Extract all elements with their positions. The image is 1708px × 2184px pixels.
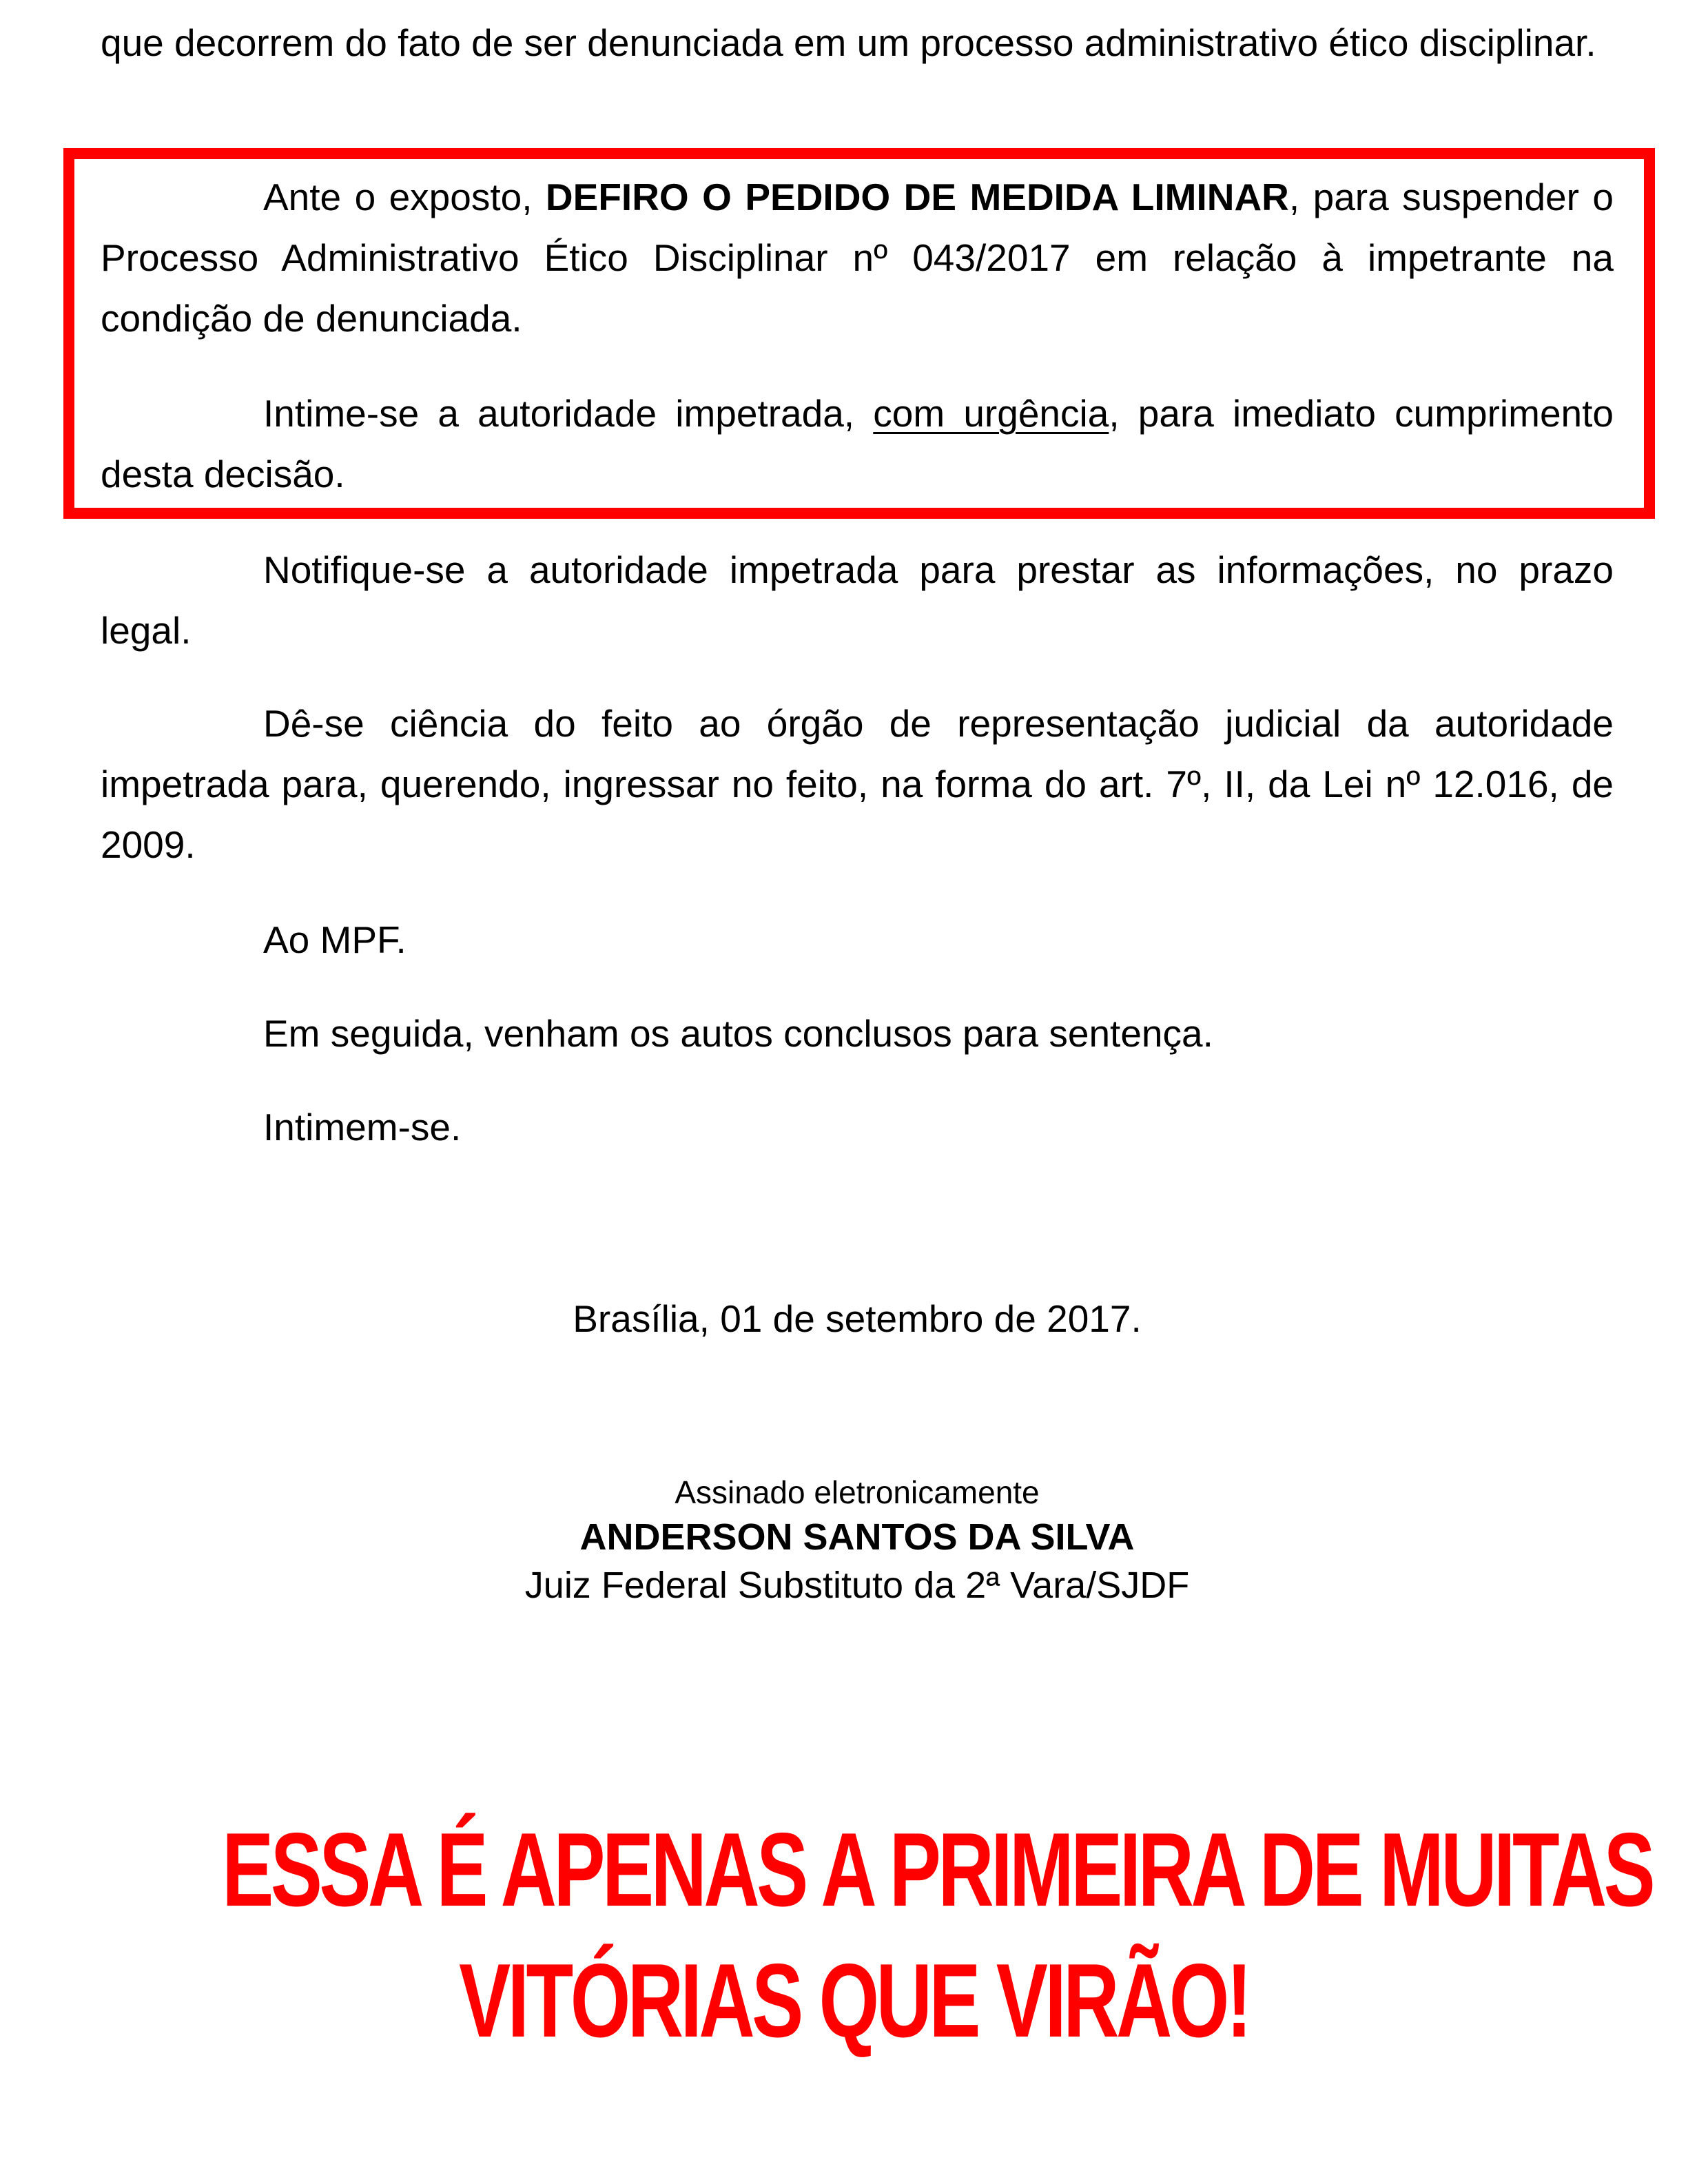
date-line: Brasília, 01 de setembro de 2017. (573, 1297, 1142, 1340)
decision-lead-text: Ante o exposto, (263, 176, 546, 218)
decision-bold-text: DEFIRO O PEDIDO DE MEDIDA LIMINAR (545, 176, 1289, 218)
decision-rest-text: , para suspender o Processo Administrativo Ético Disciplinar nº 043/2017 em relação à impetrante na condição de denunciada. (101, 176, 1614, 340)
signature-role: Juiz Federal Substituto da 2ª Vara/SJDF (524, 1565, 1190, 1606)
paragraph-intimem (263, 1097, 461, 1157)
intimation-rest-text: , para imediato cumprimento desta decisão. (101, 392, 1614, 495)
paragraph-continuation (101, 12, 1614, 73)
intimem-text: Intimem-se. (263, 1106, 462, 1148)
paragraph-notification (101, 539, 1614, 661)
paragraph-continuation-text: que decorrem do fato de ser denunciada em um processo administrativo ético disciplinar. (101, 21, 1596, 64)
science-text: Dê-se ciência do feito ao órgão de representação judicial da autoridade impetrada para, querendo, ingressar no feito, na forma do art. 7º, II, da Lei nº 12.016, de 2009. (101, 702, 1614, 866)
conclusion-text: Em seguida, venham os autos conclusos para sentença. (263, 1012, 1213, 1055)
notification-text: Notifique-se a autoridade impetrada para prestar as informações, no prazo legal. (101, 548, 1614, 652)
intimation-underlined-text: com urgência (873, 392, 1109, 435)
mpf-text: Ao MPF. (263, 918, 407, 961)
signature-label: Assinado eletronicamente (675, 1474, 1040, 1510)
highlight-box (63, 148, 1655, 519)
signature-name: ANDERSON SANTOS DA SILVA (579, 1516, 1135, 1558)
banner-line-1: ESSA É APENAS A PRIMEIRA DE MUITAS (222, 1811, 1653, 1928)
paragraph-conclusion (263, 1003, 1213, 1064)
paragraph-science (101, 693, 1614, 875)
paragraph-mpf (263, 909, 407, 970)
banner-line-2: VITÓRIAS QUE VIRÃO! (459, 1942, 1249, 2059)
intimation-lead-text: Intime-se a autoridade impetrada, (263, 392, 874, 435)
